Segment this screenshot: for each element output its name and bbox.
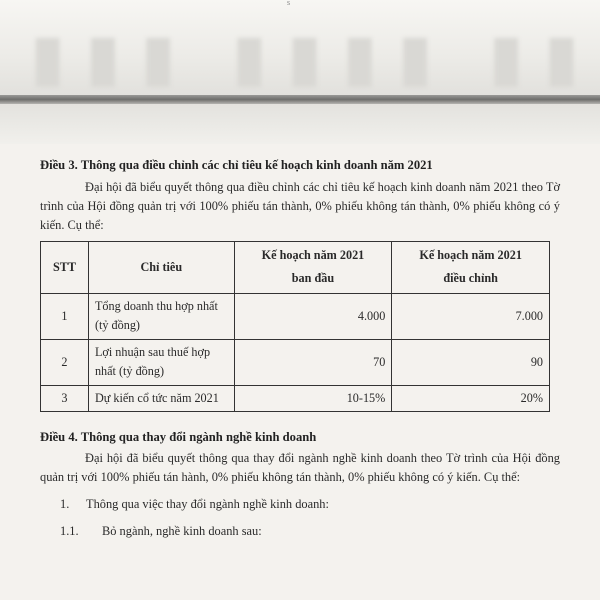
header-adjusted-line2: điều chỉnh: [443, 271, 498, 286]
row-stt: 3: [41, 385, 89, 411]
list-item: [40, 522, 560, 541]
row-stt: 2: [41, 339, 89, 385]
row-adjusted-value: 20%: [392, 385, 550, 411]
row-adjusted-value: 7.000: [392, 293, 550, 339]
document-body: [40, 156, 560, 548]
article-4-list: [40, 495, 560, 540]
table-row: [41, 339, 550, 385]
row-initial-value: 4.000: [234, 293, 392, 339]
row-initial-value: 10-15%: [234, 385, 392, 411]
row-initial-value: 70: [234, 339, 392, 385]
row-indicator: Lợi nhuận sau thuế hợp nhất (tỷ đồng): [88, 339, 234, 385]
header-adjusted-plan: [392, 242, 550, 293]
article-4-paragraph: Đại hội đã biểu quyết thông qua thay đổi ngành nghề kinh doanh theo Tờ trình của Hội đồng quản trị với 100% phiếu tán hành, 0% phiếu không tán thành, 0% phiếu không có ý kiến. Cụ thể:: [40, 451, 560, 485]
table-row: [41, 385, 550, 411]
row-stt: 1: [41, 293, 89, 339]
header-initial-line2: ban đầu: [291, 271, 335, 286]
article-3-title: Điều 3. Thông qua điều chỉnh các chỉ tiêu kế hoạch kinh doanh năm 2021: [40, 158, 433, 172]
article-4-section: [40, 428, 560, 541]
header-adjusted-line1: Kế hoạch năm 2021: [419, 248, 522, 263]
row-indicator: Tổng doanh thu hợp nhất (tỷ đồng): [88, 293, 234, 339]
page-separator: [0, 95, 600, 104]
list-item-number: 1.1.: [60, 523, 79, 538]
previous-page-background: [0, 0, 600, 95]
article-3-paragraph: Đại hội đã biểu quyết thông qua điều chỉnh các chỉ tiêu kế hoạch kinh doanh năm 2021 theo Tờ trình của Hội đồng quản trị với 100% phiếu tán thành, 0% phiếu không tán thành, 0% phiếu không có ý kiến. Cụ thể:: [40, 179, 560, 232]
header-initial-plan: [234, 242, 392, 293]
row-adjusted-value: 90: [392, 339, 550, 385]
plan-table: [40, 241, 550, 411]
list-item-text: Bỏ ngành, nghề kinh doanh sau:: [102, 523, 262, 538]
page-header-area: [0, 104, 600, 144]
header-stt: STT: [41, 242, 89, 293]
list-item-number: 1.: [60, 497, 70, 512]
header-indicator: Chỉ tiêu: [88, 242, 234, 293]
table-row: [41, 293, 550, 339]
header-initial-line1: Kế hoạch năm 2021: [261, 248, 365, 263]
bleed-through-text: ▮▮▮ ▮▮▮▮ ▮▮: [30, 22, 599, 93]
row-indicator: Dự kiến cổ tức năm 2021: [88, 385, 234, 411]
list-item-text: Thông qua việc thay đổi ngành nghề kinh doanh:: [86, 497, 329, 512]
article-4-title: Điều 4. Thông qua thay đổi ngành nghề kinh doanh: [40, 429, 317, 444]
table-header-row: [41, 242, 550, 293]
list-item: [40, 495, 560, 514]
page-mark: s: [287, 0, 291, 7]
